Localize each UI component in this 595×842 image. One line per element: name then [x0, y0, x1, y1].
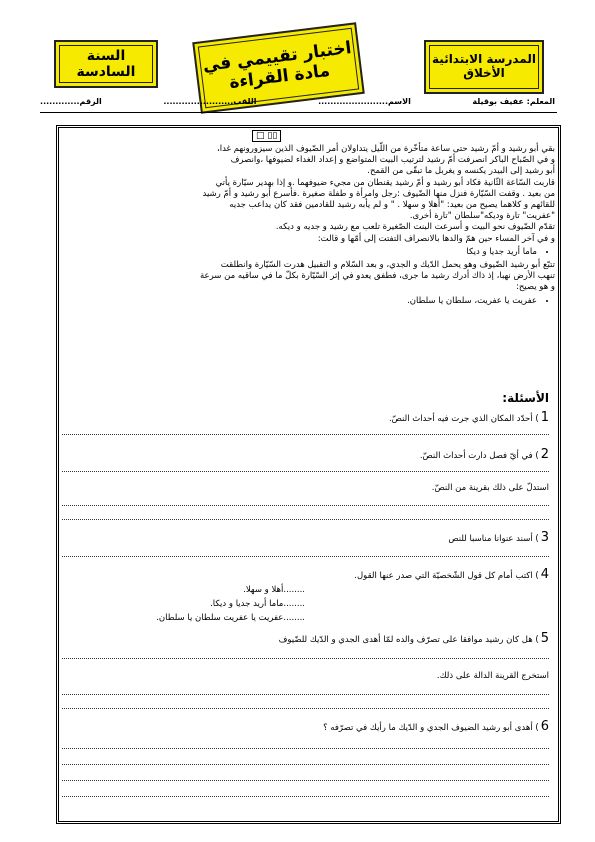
passage-line: قاربت السّاعة الثّانية فكاد أبو رشيد و أمّ رشيد يقنطان من مجيء ضيوفهما .و إذا بهدير سيّارة يأتي [215, 177, 555, 188]
question-text: أهدى أبو رشيد الضيوف الجدي و الدّيك ما رأيك في تصرّفه ؟ [323, 723, 533, 733]
passage-line: و في الصّباح الباكر انصرفت أمّ رشيد لترتيب البيت المتواضع و إعداد الغداء لضيوفها ،وانصرف [230, 155, 555, 166]
number-field[interactable]: الرقم............. [40, 97, 102, 106]
quote-c: ........عفريت يا عفريت سلطان يا سلطان. [156, 613, 305, 623]
school-name-badge [424, 40, 544, 94]
question-number: 1 [540, 410, 549, 425]
question-6: 6) أهدى أبو رشيد الضيوف الجدي و الدّيك ما رأيك في تصرّفه ؟ [323, 719, 549, 734]
answer-line[interactable] [62, 551, 549, 557]
question-4: 4) اكتب أمام كل قول الشّخصيّة التي صدر عنها القول. [354, 567, 549, 582]
quote-list [62, 296, 555, 307]
answer-line[interactable] [62, 514, 549, 520]
answer-line[interactable] [62, 703, 549, 709]
passage-line: "عفريت" تارة وديكه"سلطان "تارة أخرى. [409, 211, 555, 222]
teacher-name: المعلم: عفيف بوقيلة [472, 97, 555, 106]
header-divider [40, 112, 557, 113]
quote-b: ........ماما أريد جديا و ديكا. [210, 599, 305, 609]
passage-line: و هو يصيح: [515, 282, 555, 293]
passage-line: تنهب الأرض نهبا، إذ ذاك أدرك رشيد ما جرى، فطفق يعدو في إثر السّيّارة بكلّ ما في ساقيه من سرعة [199, 271, 555, 282]
question-text: استخرج القرينة الدالة على ذلك. [436, 671, 549, 681]
exam-title: اختبار تقييمي في مادة القراءة [201, 38, 353, 94]
answer-line[interactable] [62, 466, 549, 472]
question-text: اكتب أمام كل قول الشّخصيّة التي صدر عنها القول. [354, 571, 533, 581]
quote-a: ........أهلا و سهلا. [243, 585, 305, 595]
question-5: 5) هل كان رشيد موافقا على تصرّف والده لمّا أهدى الجدي و الدّيك للضّيوف [278, 631, 549, 646]
question-number: 2 [540, 447, 549, 462]
passage-line: و في آخر المساء حين همّ والدها بالانصراف التفتت إلى أمّها و قالت: [317, 233, 555, 244]
question-3: 3) أسند عنوانا مناسبا للنص [448, 530, 549, 545]
name-field[interactable]: الاسم....................... [318, 97, 411, 106]
passage-line: من بعيد . وقفت السّيّارة فنزل منها الضّيوف :رجل وامرأة و طفلة صغيرة .فأسرع أبو رشيد و أمّ رشيد [202, 188, 555, 199]
question-5-sub [62, 670, 549, 683]
question-number: 4 [540, 567, 549, 582]
answer-line[interactable] [62, 775, 549, 781]
passage-line: بقي أبو رشيد و أمّ رشيد حتى ساعة متأخّرة من اللّيل يتداولان أمر الضّيوف الذين سيزورونهم غدا، [216, 144, 555, 154]
question-text: أحدّد المكان الذي جرت فيه أحداث النصّ. [388, 414, 533, 424]
question-2-sub [62, 482, 549, 495]
quote-item: • ماما أريد جديا و ديكا [62, 247, 537, 258]
question-number: 5 [540, 631, 549, 646]
questions-heading: الأسئلة: [502, 391, 549, 405]
grade-level-badge [54, 40, 158, 88]
school-name: المدرسة الابتدائية الأخلاق [432, 52, 536, 80]
answer-line[interactable] [62, 759, 549, 765]
question-text: هل كان رشيد موافقا على تصرّف والده لمّا أهدى الجدي و الدّيك للضّيوف [278, 635, 533, 645]
question-text: استدلّ على ذلك بقرينة من النصّ. [431, 483, 549, 493]
question-number: 6 [540, 719, 549, 734]
question-number: 3 [540, 530, 549, 545]
student-info-line [40, 97, 555, 111]
grade-level: السنة السادسة [76, 47, 136, 80]
answer-line[interactable] [62, 689, 549, 695]
passage-line: أبو رشيد إلى البيدر يكنسه و يغربل ما تبقّى من القمح. [367, 166, 555, 177]
answer-line[interactable] [62, 500, 549, 506]
surname-field[interactable]: اللقب....................... [163, 97, 257, 106]
quote-item: • عفريت يا عفريت، سلطان يا سلطان. [62, 296, 537, 307]
passage-line: تقدّم الضّيوف نحو البيت و أسرعت البنت الصّغيرة تلعب مع رشيد و جديه و ديكه. [275, 222, 555, 233]
answer-line[interactable] [62, 791, 549, 797]
passage-line: للقائهم و كلاهما يصيح من بعيد: "أهلا و سهلا . " و لم يأبه رشيد للقادمين فقد كان يداعب جديه [229, 200, 555, 211]
passage-line: تتبّع أبو رشيد الضّيوف وهو يحمل الدّيك و الجدي، و بعد السّلام و التقبيل هدرت السّيّارة وانطلقت [220, 260, 555, 271]
quote-list [62, 247, 555, 258]
question-2: 2) في أيّ فصل دارت أحداث النصّ. [419, 447, 549, 462]
answer-line[interactable] [62, 743, 549, 749]
answer-line[interactable] [62, 429, 549, 435]
question-text: في أيّ فصل دارت أحداث النصّ. [419, 451, 533, 461]
question-1: 1) أحدّد المكان الذي جرت فيه أحداث النصّ. [388, 410, 549, 425]
page-marker: □ ▯▯ [252, 130, 281, 142]
reading-passage [62, 144, 555, 309]
answer-line[interactable] [62, 653, 549, 659]
question-text: أسند عنوانا مناسبا للنص [448, 534, 533, 544]
